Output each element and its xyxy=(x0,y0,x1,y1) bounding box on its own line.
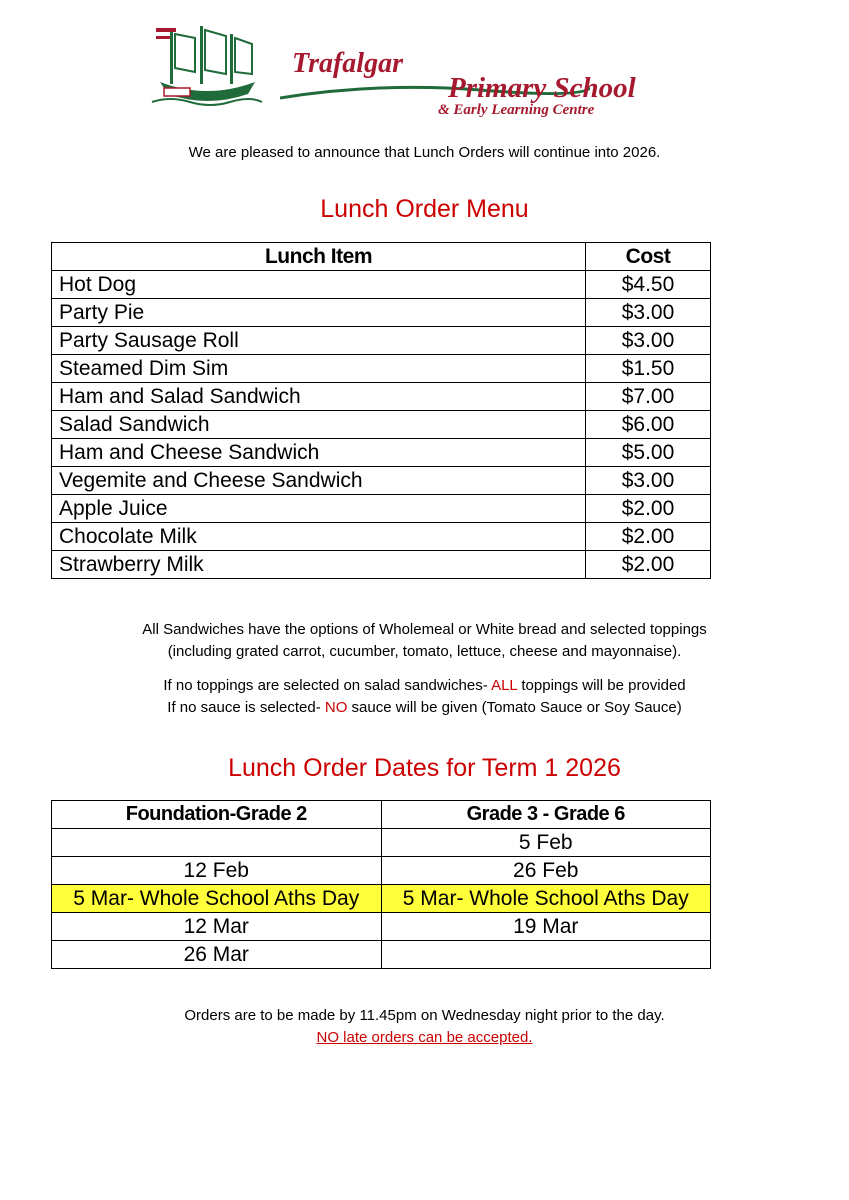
menu-item-name: Party Sausage Roll xyxy=(52,327,586,355)
menu-row xyxy=(52,299,711,327)
menu-item-cost: $7.00 xyxy=(586,383,711,411)
menu-item-name: Salad Sandwich xyxy=(52,411,586,439)
toppings-note-pre: If no toppings are selected on salad sandwiches- xyxy=(163,677,492,694)
menu-title: Lunch Order Menu xyxy=(320,195,529,223)
logo-text-early-learning: & Early Learning Centre xyxy=(438,102,595,118)
sauce-note-emphasis: NO xyxy=(324,699,348,716)
dates-title: Lunch Order Dates for Term 1 2026 xyxy=(228,754,621,782)
logo-text-trafalgar: Trafalgar xyxy=(292,48,403,79)
date-grade3-6: 5 Mar- Whole School Aths Day xyxy=(381,885,711,913)
date-grade3-6: 5 Feb xyxy=(381,829,711,857)
dates-row xyxy=(52,913,711,941)
menu-header-row xyxy=(52,243,711,271)
menu-item-cost: $4.50 xyxy=(586,271,711,299)
date-foundation: 12 Feb xyxy=(52,857,382,885)
sandwich-note-line-1: All Sandwiches have the options of Wholemeal or White bread and selected toppings xyxy=(142,621,707,638)
menu-item-name: Strawberry Milk xyxy=(52,551,586,579)
date-foundation: 12 Mar xyxy=(52,913,382,941)
ship-icon xyxy=(150,22,265,108)
intro-text: We are pleased to announce that Lunch Orders will continue into 2026. xyxy=(188,144,661,161)
menu-item-name: Ham and Salad Sandwich xyxy=(52,383,586,411)
toppings-note-post: toppings will be provided xyxy=(517,677,686,694)
logo-text-primary-school: Primary School xyxy=(448,72,636,104)
menu-row xyxy=(52,411,711,439)
sandwich-options-note xyxy=(0,619,849,663)
dates-header-row xyxy=(52,801,711,829)
no-late-orders-text: NO late orders can be accepted. xyxy=(316,1029,533,1046)
date-grade3-6: 19 Mar xyxy=(381,913,711,941)
menu-item-name: Party Pie xyxy=(52,299,586,327)
menu-row xyxy=(52,355,711,383)
dates-header-grade3-6: Grade 3 - Grade 6 xyxy=(381,801,711,829)
menu-row xyxy=(52,551,711,579)
menu-item-cost: $1.50 xyxy=(586,355,711,383)
menu-row xyxy=(52,439,711,467)
menu-header-cost: Cost xyxy=(586,243,711,271)
menu-row xyxy=(52,467,711,495)
dates-row xyxy=(52,857,711,885)
menu-header-item: Lunch Item xyxy=(52,243,586,271)
date-grade3-6: 26 Feb xyxy=(381,857,711,885)
menu-item-cost: $3.00 xyxy=(586,299,711,327)
sauce-note-post: sauce will be given (Tomato Sauce or Soy Sauce) xyxy=(347,699,682,716)
date-foundation: 26 Mar xyxy=(52,941,382,969)
menu-row xyxy=(52,495,711,523)
order-deadline-text: Orders are to be made by 11.45pm on Wednesday night prior to the day. xyxy=(184,1007,665,1024)
date-foundation: 5 Mar- Whole School Aths Day xyxy=(52,885,382,913)
menu-item-cost: $3.00 xyxy=(586,327,711,355)
menu-item-cost: $5.00 xyxy=(586,439,711,467)
menu-row xyxy=(52,383,711,411)
dates-row xyxy=(52,941,711,969)
menu-item-name: Hot Dog xyxy=(52,271,586,299)
dates-header-foundation: Foundation-Grade 2 xyxy=(52,801,382,829)
menu-item-cost: $2.00 xyxy=(586,551,711,579)
menu-item-name: Steamed Dim Sim xyxy=(52,355,586,383)
dates-row xyxy=(52,829,711,857)
menu-row xyxy=(52,271,711,299)
menu-table xyxy=(51,242,711,579)
dates-table xyxy=(51,800,711,969)
sandwich-note-line-2: (including grated carrot, cucumber, tomato, lettuce, cheese and mayonnaise). xyxy=(167,643,682,660)
menu-item-cost: $6.00 xyxy=(586,411,711,439)
school-logo xyxy=(150,22,710,122)
toppings-note-emphasis: ALL xyxy=(491,677,518,694)
menu-item-name: Vegemite and Cheese Sandwich xyxy=(52,467,586,495)
menu-row xyxy=(52,523,711,551)
dates-row xyxy=(52,885,711,913)
menu-item-name: Chocolate Milk xyxy=(52,523,586,551)
menu-item-cost: $2.00 xyxy=(586,523,711,551)
toppings-note xyxy=(0,675,849,697)
date-foundation xyxy=(52,829,382,857)
menu-item-name: Ham and Cheese Sandwich xyxy=(52,439,586,467)
date-grade3-6 xyxy=(381,941,711,969)
menu-row xyxy=(52,327,711,355)
menu-item-cost: $3.00 xyxy=(586,467,711,495)
menu-item-cost: $2.00 xyxy=(586,495,711,523)
sauce-note xyxy=(0,697,849,719)
sauce-note-pre: If no sauce is selected- xyxy=(167,699,325,716)
toppings-sauce-note xyxy=(0,675,849,719)
menu-item-name: Apple Juice xyxy=(52,495,586,523)
